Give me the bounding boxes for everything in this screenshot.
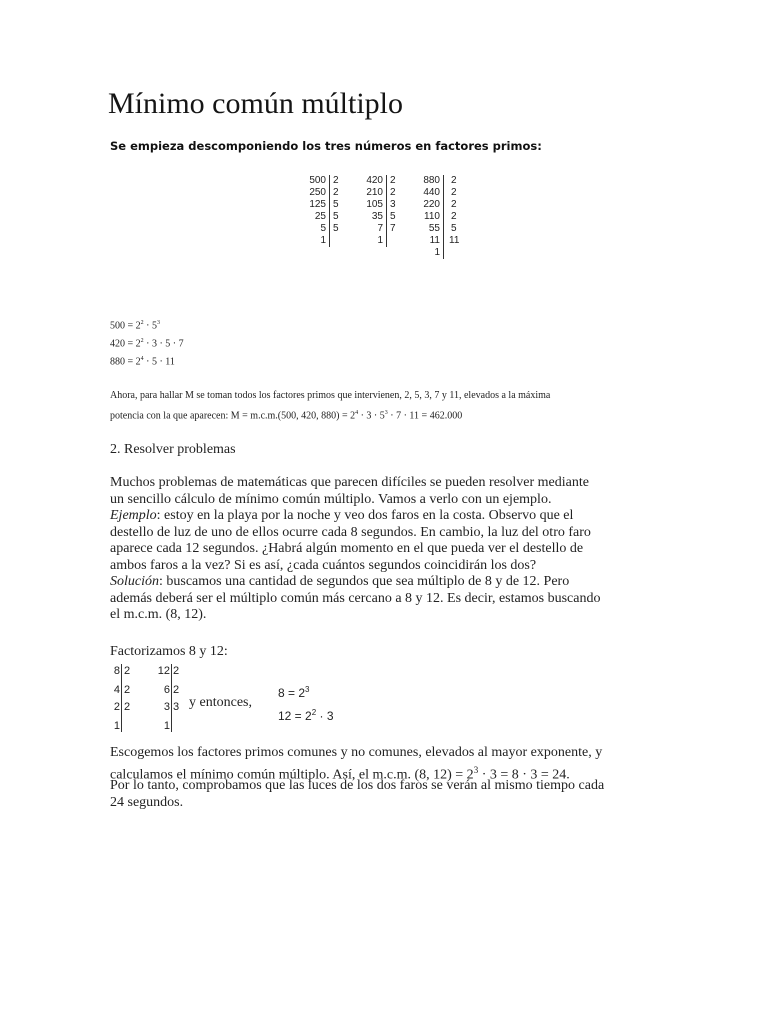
factor-prime: 5	[390, 211, 396, 222]
factor-prime: 3	[173, 701, 180, 713]
problem-text: : estoy en la playa por la noche y veo dos faros en la costa. Observo que el	[156, 508, 574, 523]
factor-number: 3	[163, 701, 170, 713]
eq-exp: 3	[156, 320, 160, 326]
factor-number: 1	[377, 235, 383, 246]
problem-line: aparece cada 12 segundos. ¿Habrá algún momento en el que pueda ver el destello de	[110, 541, 584, 556]
factor-prime: 11	[449, 235, 460, 246]
result-8	[278, 685, 309, 700]
problem-text: : buscamos una cantidad de segundos que sea múltiplo de 8 y de 12. Pero	[159, 574, 570, 589]
factor-prime: 2	[451, 175, 457, 186]
factor-number: 880	[423, 175, 440, 186]
section-heading: 2. Resolver problemas	[110, 442, 236, 457]
factor-number: 12	[157, 665, 170, 677]
equation-500	[110, 320, 160, 331]
mcm-text: · 3 · 5	[358, 410, 385, 422]
factor-prime: 5	[333, 211, 339, 222]
factor-number: 420	[366, 175, 383, 186]
factor-prime: 5	[451, 223, 457, 234]
factor-number: 7	[377, 223, 383, 234]
factor-prime: 2	[124, 684, 131, 696]
factor-number: 11	[429, 235, 440, 246]
divider-line	[329, 175, 330, 247]
eq-text: 420 = 2	[110, 338, 141, 350]
factor-number: 35	[371, 211, 383, 222]
factor-number: 1	[113, 720, 120, 732]
factor-prime: 2	[390, 175, 396, 186]
factor-number: 210	[366, 187, 383, 198]
result-text: 8 = 2	[278, 686, 306, 700]
eq-text: · 5	[143, 320, 157, 332]
conclusion-text: calculamos el mínimo común múltiplo. Así, el m.c.m. (8, 12) = 2	[110, 767, 474, 783]
result-12	[278, 708, 336, 723]
mcm-text: · 7 · 11 = 462.000	[387, 410, 463, 422]
conclusion-line: 24 segundos.	[110, 794, 184, 810]
eq-exp: 2	[140, 338, 144, 344]
eq-text: · 3 · 5 · 7	[143, 338, 184, 350]
intro-text: Se empieza descomponiendo los tres números en factores primos:	[110, 139, 542, 153]
conclusion-exp: 3	[473, 764, 479, 775]
mcm-text: potencia con la que aparecen: M = m.c.m.(500, 420, 880) = 2	[110, 410, 356, 422]
mcm-paragraph-line2	[110, 410, 462, 421]
factor-number: 1	[320, 235, 326, 246]
factor-number: 4	[113, 684, 120, 696]
factor-prime: 2	[173, 665, 180, 677]
result-exp: 3	[305, 685, 310, 694]
factor-prime: 2	[124, 665, 131, 677]
factor-number: 220	[423, 199, 440, 210]
problem-line	[110, 508, 600, 525]
factor-number: 105	[366, 199, 383, 210]
factor-prime: 2	[333, 187, 339, 198]
factor-number: 6	[163, 684, 170, 696]
factor-number: 2	[113, 701, 120, 713]
problem-line: Muchos problemas de matemáticas que parecen difíciles se pueden resolver mediante	[110, 475, 589, 490]
factor-number: 55	[428, 223, 440, 234]
factor-number: 440	[423, 187, 440, 198]
problem-line: destello de luz de uno de ellos ocurre cada 8 segundos. En cambio, la luz del otro faro	[110, 524, 591, 540]
problem-line: ambos faros a la vez? Si es así, ¿cada cuántos segundos coincidirán los dos?	[110, 557, 537, 573]
factor-prime: 3	[390, 199, 396, 210]
factor-number: 1	[163, 720, 170, 732]
conclusion-line: Escogemos los factores primos comunes y no comunes, elevados al mayor exponente, y	[110, 745, 603, 760]
factor-number: 500	[309, 175, 326, 186]
result-exp: 2	[311, 708, 317, 717]
factor-prime: 2	[124, 701, 131, 713]
factor-prime: 2	[451, 211, 457, 222]
factor-number: 25	[314, 211, 326, 222]
divider-line	[443, 175, 444, 259]
equation-420	[110, 338, 184, 349]
factor-number: 8	[113, 665, 120, 677]
factor-prime: 2	[451, 199, 457, 210]
factor-prime: 2	[173, 684, 180, 696]
conclusion-text: · 3 = 8 · 3 = 24.	[478, 767, 570, 783]
result-text: · 3	[316, 709, 334, 723]
factor-number: 1	[434, 247, 440, 258]
y-entonces-text: y entonces,	[189, 695, 252, 710]
factor-number: 5	[320, 223, 326, 234]
factor-prime: 2	[390, 187, 396, 198]
eq-exp: 4	[140, 356, 144, 362]
mcm-exp: 3	[384, 410, 388, 416]
factor-prime: 2	[451, 187, 457, 198]
eq-text: 500 = 2	[110, 320, 141, 332]
divider-line	[386, 175, 387, 247]
factor-prime: 2	[333, 175, 339, 186]
ejemplo-label: Ejemplo	[110, 508, 157, 523]
page-title: Mínimo común múltiplo	[108, 87, 404, 120]
divider-line	[171, 664, 172, 732]
factor-number: 250	[309, 187, 326, 198]
factorize-label: Factorizamos 8 y 12:	[110, 644, 228, 659]
mcm-paragraph-line1: Ahora, para hallar M se toman todos los factores primos que intervienen, 2, 5, 3, 7 y 11, elevados a la máxima	[110, 390, 551, 401]
conclusion-paragraph	[110, 745, 604, 811]
eq-text: · 5 · 11	[143, 356, 175, 368]
factor-prime: 7	[390, 223, 396, 234]
eq-text: 880 = 2	[110, 356, 141, 368]
problem-line: además deberá ser el múltiplo común más cercano a 8 y 12. Es decir, estamos buscando	[110, 590, 601, 606]
problem-line: un sencillo cálculo de mínimo común múltiplo. Vamos a verlo con un ejemplo.	[110, 491, 552, 507]
problem-line	[110, 574, 600, 591]
factor-number: 125	[309, 199, 326, 210]
problem-line: el m.c.m. (8, 12).	[110, 607, 207, 622]
solucion-label: Solución	[110, 574, 159, 589]
problem-paragraph	[110, 475, 600, 624]
conclusion-line	[110, 762, 604, 783]
conclusion-line: Por lo tanto, comprobamos que las luces de los dos faros se verán al mismo tiempo cada	[110, 778, 605, 793]
result-text: 12 = 2	[278, 709, 312, 723]
divider-line	[121, 664, 122, 732]
factor-number: 110	[424, 211, 440, 222]
eq-exp: 2	[140, 320, 144, 326]
mcm-exp: 4	[355, 410, 359, 416]
factor-prime: 5	[333, 199, 339, 210]
equation-880	[110, 356, 175, 367]
factor-prime: 5	[333, 223, 339, 234]
